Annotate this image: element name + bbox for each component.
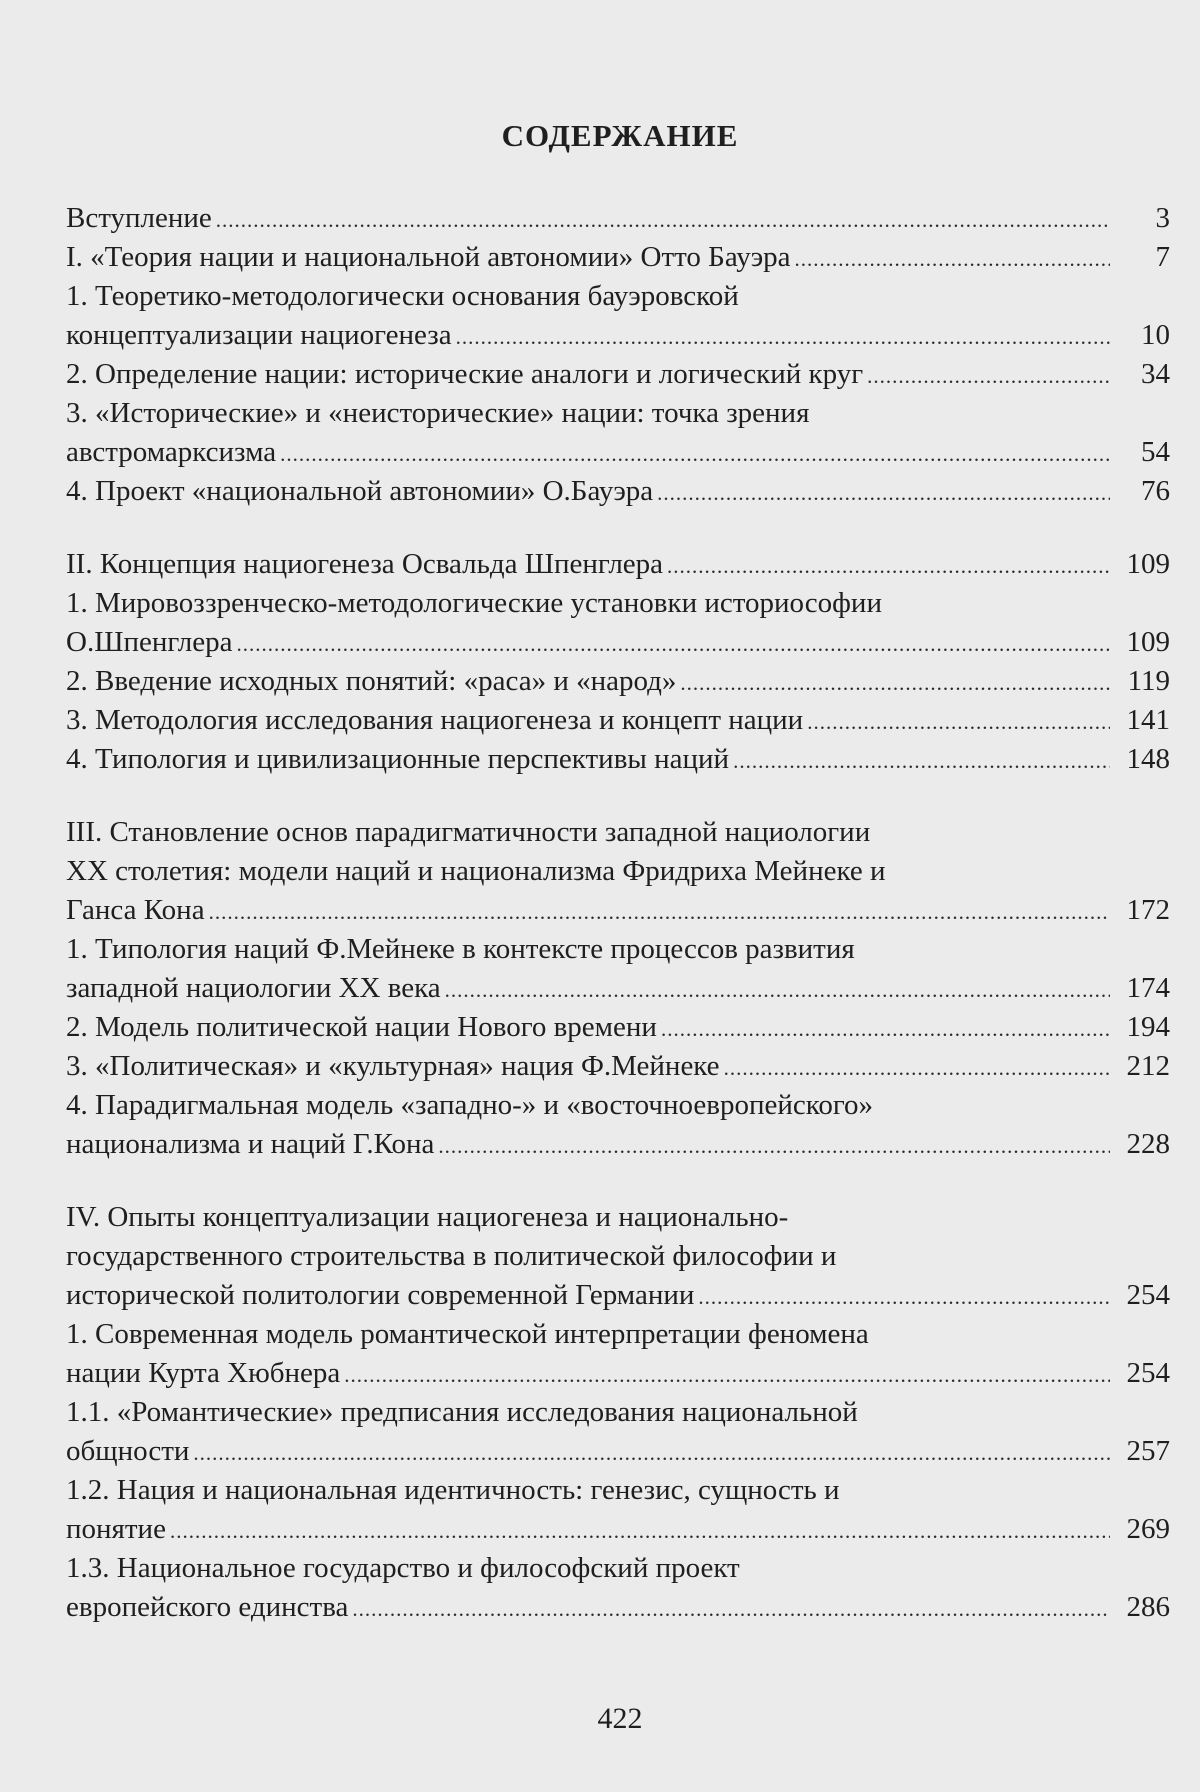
toc-entry xyxy=(66,1393,1170,1471)
toc-entry-line xyxy=(66,1393,1170,1432)
toc-entry xyxy=(66,1086,1170,1164)
toc-entry-text: нации Курта Хюбнера xyxy=(66,1357,341,1389)
toc-entry-text: западной нациологии XX века xyxy=(66,972,441,1004)
dot-leader xyxy=(795,240,1110,279)
toc-page-number: 76 xyxy=(1141,475,1170,507)
dot-leader xyxy=(698,1278,1110,1317)
toc-entry xyxy=(66,1047,1170,1086)
dot-leader xyxy=(438,1127,1110,1166)
dot-leader xyxy=(733,742,1110,781)
toc-entry-line xyxy=(66,1354,1170,1393)
toc-entry-text: II. Концепция нациогенеза Освальда Шпенглера xyxy=(66,548,664,580)
dot-leader xyxy=(456,318,1110,357)
toc-entry-line xyxy=(66,969,1170,1008)
toc-entry-line xyxy=(66,394,1170,433)
toc-entry-text: I. «Теория нации и национальной автономии» Отто Бауэра xyxy=(66,241,791,273)
toc-entry xyxy=(66,394,1170,472)
toc-page-number: 212 xyxy=(1126,1050,1170,1082)
dot-leader xyxy=(867,357,1110,396)
dot-leader xyxy=(352,1590,1110,1629)
toc-entry-line xyxy=(66,662,1170,701)
toc-page-number: 34 xyxy=(1141,358,1170,390)
toc-page-number: 194 xyxy=(1126,1011,1170,1043)
toc-entry xyxy=(66,1549,1170,1627)
toc-entry-text: исторической политологии современной Германии xyxy=(66,1279,695,1311)
toc-entry-line xyxy=(66,1125,1170,1164)
toc-entry-line xyxy=(66,1549,1170,1588)
toc-entry-text: Вступление xyxy=(66,202,212,234)
toc-entry-text: 3. «Исторические» и «неисторические» нации: точка зрения xyxy=(66,397,810,429)
toc-entry-text: общности xyxy=(66,1435,190,1467)
toc-entry-text: IV. Опыты концептуализации нациогенеза и национально- xyxy=(66,1201,789,1233)
toc-entry-line xyxy=(66,1315,1170,1354)
toc-page-number: 10 xyxy=(1141,319,1170,351)
toc-entry-line xyxy=(66,355,1170,394)
toc-entry-text: национализма и наций Г.Кона xyxy=(66,1128,435,1160)
toc-entry xyxy=(66,472,1170,511)
page-number: 422 xyxy=(597,1702,643,1735)
section-spacer xyxy=(66,511,1170,545)
toc-page-number: 7 xyxy=(1155,241,1170,273)
toc-entry-line xyxy=(66,701,1170,740)
dot-leader xyxy=(680,664,1110,703)
toc-page-number: 3 xyxy=(1155,202,1170,234)
toc-entry-line xyxy=(66,852,1170,891)
toc-page-number: 172 xyxy=(1126,894,1170,926)
toc-entry xyxy=(66,1008,1170,1047)
toc-entry-line xyxy=(66,1086,1170,1125)
toc-entry-line xyxy=(66,199,1170,238)
toc-entry-line xyxy=(66,1276,1170,1315)
toc-entry-text: концептуализации нациогенеза xyxy=(66,319,452,351)
toc-entry-text: 3. Методология исследования нациогенеза и концепт нации xyxy=(66,704,804,736)
toc-entry-line xyxy=(66,740,1170,779)
toc-entry-line xyxy=(66,472,1170,511)
toc-entry xyxy=(66,238,1170,277)
toc-entry-text: 1. Типология наций Ф.Мейнеке в контексте процессов развития xyxy=(66,933,855,965)
toc-entry-line xyxy=(66,238,1170,277)
toc-entry-text: европейского единства xyxy=(66,1591,349,1623)
toc-entry xyxy=(66,662,1170,701)
toc-entry-line xyxy=(66,1471,1170,1510)
toc-entry-line xyxy=(66,891,1170,930)
toc-page-number: 109 xyxy=(1126,548,1170,580)
toc-entry xyxy=(66,584,1170,662)
toc-entry-text: государственного строительства в политической философии и xyxy=(66,1240,837,1272)
dot-leader xyxy=(216,201,1110,240)
toc-page-number: 254 xyxy=(1126,1279,1170,1311)
toc-entry-text: 2. Определение нации: исторические аналоги и логический круг xyxy=(66,358,864,390)
dot-leader xyxy=(170,1512,1110,1551)
toc-page-number: 109 xyxy=(1126,626,1170,658)
section-spacer xyxy=(66,1164,1170,1198)
toc-entry xyxy=(66,701,1170,740)
dot-leader xyxy=(724,1049,1110,1088)
toc-entry-text: О.Шпенглера xyxy=(66,626,233,658)
dot-leader xyxy=(661,1010,1110,1049)
toc-entry-text: понятие xyxy=(66,1513,166,1545)
toc-page-number: 269 xyxy=(1126,1513,1170,1545)
toc-entry xyxy=(66,199,1170,238)
toc-page-number: 148 xyxy=(1126,743,1170,775)
toc-entry xyxy=(66,1471,1170,1549)
page-title: СОДЕРЖАНИЕ xyxy=(501,118,739,153)
toc-entry-text: Ганса Кона xyxy=(66,894,205,926)
toc-entry-line xyxy=(66,1588,1170,1627)
toc-entry-line xyxy=(66,1198,1170,1237)
toc-entry-text: 1.2. Нация и национальная идентичность: генезис, сущность и xyxy=(66,1474,840,1506)
toc-entry-text: XX столетия: модели наций и национализма Фридриха Мейнеке и xyxy=(66,855,886,887)
toc-entry-text: 1. Мировоззренческо-методологические установки историософии xyxy=(66,587,882,619)
toc-entry-text: 4. Проект «национальной автономии» О.Бауэра xyxy=(66,475,654,507)
toc-page-number: 174 xyxy=(1126,972,1170,1004)
toc-page-number: 141 xyxy=(1126,704,1170,736)
toc-entry xyxy=(66,277,1170,355)
toc-page-number: 54 xyxy=(1141,436,1170,468)
toc-entry xyxy=(66,355,1170,394)
toc-entry-line xyxy=(66,813,1170,852)
toc-entry-line xyxy=(66,1510,1170,1549)
toc-page-number: 257 xyxy=(1126,1435,1170,1467)
toc-entry-text: 2. Введение исходных понятий: «раса» и «народ» xyxy=(66,665,677,697)
dot-leader xyxy=(237,625,1111,664)
dot-leader xyxy=(280,435,1110,474)
toc-entry-line xyxy=(66,1047,1170,1086)
toc-entry-text: 1. Современная модель романтической интерпретации феномена xyxy=(66,1318,869,1350)
toc-entry-text: 1.1. «Романтические» предписания исследования национальной xyxy=(66,1396,858,1428)
toc-entry xyxy=(66,813,1170,930)
toc-entry-line xyxy=(66,584,1170,623)
table-of-contents xyxy=(66,199,1170,1627)
dot-leader xyxy=(344,1356,1110,1395)
dot-leader xyxy=(445,971,1110,1010)
toc-entry-text: 4. Типология и цивилизационные перспективы наций xyxy=(66,743,730,775)
toc-entry xyxy=(66,545,1170,584)
toc-entry-text: 3. «Политическая» и «культурная» нация Ф.Мейнеке xyxy=(66,1050,720,1082)
toc-entry-text: 2. Модель политической нации Нового времени xyxy=(66,1011,657,1043)
toc-entry-line xyxy=(66,1237,1170,1276)
toc-entry-line xyxy=(66,545,1170,584)
dot-leader xyxy=(807,703,1110,742)
toc-entry xyxy=(66,930,1170,1008)
toc-entry-line xyxy=(66,277,1170,316)
section-spacer xyxy=(66,779,1170,813)
toc-entry-line xyxy=(66,623,1170,662)
dot-leader xyxy=(657,474,1110,513)
dot-leader xyxy=(193,1434,1110,1473)
toc-entry xyxy=(66,1198,1170,1315)
toc-entry-text: 1. Теоретико-методологически основания бауэровской xyxy=(66,280,739,312)
toc-entry-text: III. Становление основ парадигматичности западной нациологии xyxy=(66,816,871,848)
toc-entry-text: 1.3. Национальное государство и философский проект xyxy=(66,1552,740,1584)
toc-entry-line xyxy=(66,1432,1170,1471)
dot-leader xyxy=(667,547,1110,586)
dot-leader xyxy=(209,893,1110,932)
toc-entry xyxy=(66,740,1170,779)
toc-entry xyxy=(66,1315,1170,1393)
toc-page-number: 228 xyxy=(1126,1128,1170,1160)
toc-entry-text: 4. Парадигмальная модель «западно-» и «восточноевропейского» xyxy=(66,1089,874,1121)
toc-entry-line xyxy=(66,1008,1170,1047)
toc-page-number: 254 xyxy=(1126,1357,1170,1389)
toc-entry-line xyxy=(66,316,1170,355)
toc-entry-line xyxy=(66,433,1170,472)
toc-entry-text: австромарксизма xyxy=(66,436,277,468)
toc-entry-line xyxy=(66,930,1170,969)
toc-page-number: 119 xyxy=(1127,665,1170,697)
toc-page-number: 286 xyxy=(1126,1591,1170,1623)
